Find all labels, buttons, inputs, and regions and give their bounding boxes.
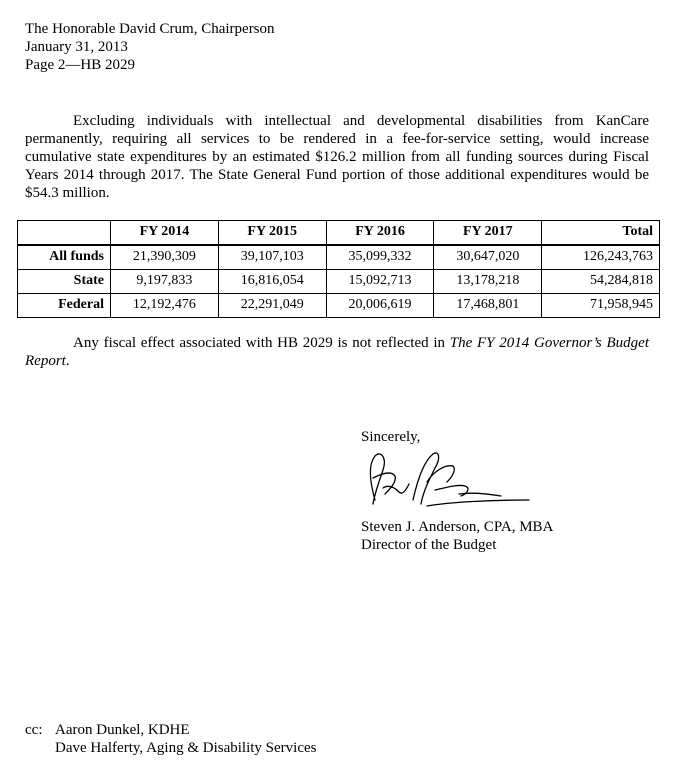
governor-report-text: Any fiscal effect associated with HB 2029 is not reflected in bbox=[73, 335, 450, 351]
cc-line-1 bbox=[25, 721, 316, 739]
fiscal-paragraph bbox=[25, 112, 649, 202]
table-cell: 16,816,054 bbox=[218, 270, 326, 294]
governor-report-paragraph bbox=[25, 334, 649, 370]
table-cell: 12,192,476 bbox=[111, 294, 219, 318]
cc-line-2 bbox=[25, 739, 316, 757]
cc-list bbox=[25, 721, 316, 757]
table-header-cell: FY 2017 bbox=[434, 221, 542, 246]
table-cell: 126,243,763 bbox=[542, 245, 660, 270]
cc-label: cc: bbox=[25, 722, 43, 738]
table-cell: 54,284,818 bbox=[542, 270, 660, 294]
report-title: The FY 2014 Governor’s Budget Report bbox=[25, 335, 649, 369]
cc-recipient: Aaron Dunkel, KDHE bbox=[55, 722, 190, 738]
fiscal-table bbox=[17, 220, 660, 318]
table-row bbox=[18, 245, 660, 270]
fiscal-paragraph-text: Excluding individuals with intellectual and developmental disabilities from KanCare permanently, requiring all services to be rendered in a fee-for-service setting, would increase cumulative state expenditures by an estimated $126.2 million from all funding sources during Fiscal Years 2014 through 2017. The State General Fund portion of those additional expenditures would be $54.3 million. bbox=[25, 113, 649, 201]
table-cell: 35,099,332 bbox=[326, 245, 434, 270]
table-header-cell: Total bbox=[542, 221, 660, 246]
handwritten-signature bbox=[361, 448, 541, 518]
table-cell: 13,178,218 bbox=[434, 270, 542, 294]
row-label: State bbox=[18, 270, 111, 294]
table-header-cell bbox=[18, 221, 111, 246]
table-cell: 9,197,833 bbox=[111, 270, 219, 294]
recipient-line: The Honorable David Crum, Chairperson bbox=[25, 21, 275, 37]
table-header-cell: FY 2016 bbox=[326, 221, 434, 246]
signer-title: Director of the Budget bbox=[361, 537, 497, 553]
table-row bbox=[18, 270, 660, 294]
table-cell: 39,107,103 bbox=[218, 245, 326, 270]
page-reference: Page 2—HB 2029 bbox=[25, 57, 135, 73]
row-label: All funds bbox=[18, 245, 111, 270]
table-cell: 71,958,945 bbox=[542, 294, 660, 318]
cc-recipient: Dave Halferty, Aging & Disability Services bbox=[55, 740, 317, 756]
table-row bbox=[18, 294, 660, 318]
signer-name: Steven J. Anderson, CPA, MBA bbox=[361, 519, 554, 535]
closing-salutation: Sincerely, bbox=[361, 429, 421, 445]
table-cell: 17,468,801 bbox=[434, 294, 542, 318]
table-header-row bbox=[18, 221, 660, 246]
table-header-cell: FY 2015 bbox=[218, 221, 326, 246]
table-cell: 22,291,049 bbox=[218, 294, 326, 318]
table-header-cell: FY 2014 bbox=[111, 221, 219, 246]
table-cell: 21,390,309 bbox=[111, 245, 219, 270]
row-label: Federal bbox=[18, 294, 111, 318]
table-cell: 20,006,619 bbox=[326, 294, 434, 318]
letter-header bbox=[25, 20, 275, 74]
table-cell: 15,092,713 bbox=[326, 270, 434, 294]
governor-report-end: . bbox=[65, 353, 70, 369]
date-line: January 31, 2013 bbox=[25, 39, 128, 55]
table-cell: 30,647,020 bbox=[434, 245, 542, 270]
signature-block bbox=[361, 518, 553, 554]
